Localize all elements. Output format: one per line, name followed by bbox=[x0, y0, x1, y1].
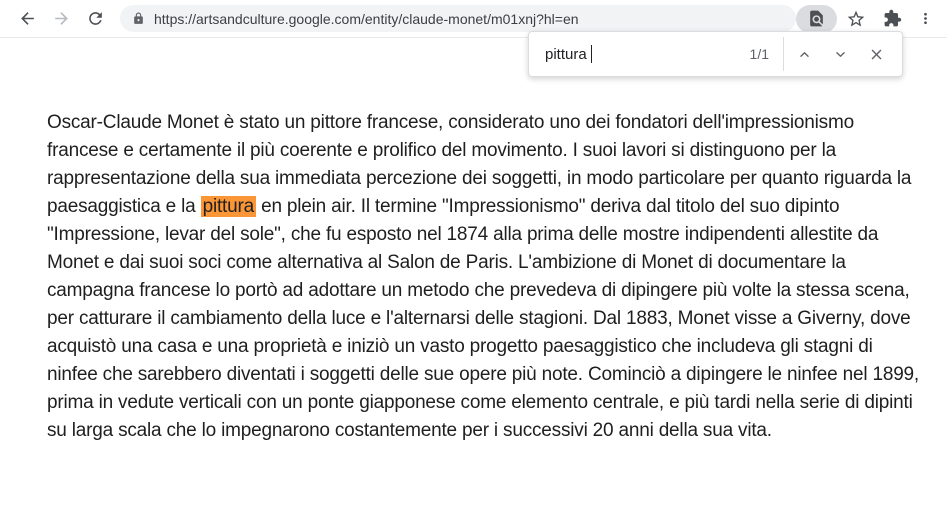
reload-icon bbox=[86, 9, 105, 28]
text-cursor bbox=[591, 45, 592, 63]
paragraph-text-before: Oscar-Claude Monet è stato un pittore francese, considerato uno dei fondatori dell'impressionismo francese e certamente il più coerente e prolifico del movimento. I suoi lavori si distinguono per la rappresentazione della sua immediata percezione dei soggetti, in modo particolare per quanto riguarda la paesaggistica e la bbox=[47, 112, 912, 217]
browser-menu-button[interactable] bbox=[911, 2, 939, 36]
back-button[interactable] bbox=[10, 2, 44, 36]
find-bar-divider bbox=[783, 37, 784, 71]
find-next-button[interactable] bbox=[822, 36, 858, 72]
search-highlight: pittura bbox=[202, 196, 255, 217]
article-paragraph bbox=[47, 109, 922, 445]
forward-button[interactable] bbox=[44, 2, 78, 36]
lock-icon bbox=[132, 12, 145, 25]
puzzle-icon bbox=[883, 9, 902, 28]
chevron-down-icon bbox=[832, 46, 849, 63]
chevron-up-icon bbox=[796, 46, 813, 63]
star-icon bbox=[846, 9, 866, 29]
find-query-text: pittura bbox=[545, 45, 587, 63]
reload-button[interactable] bbox=[78, 2, 112, 36]
url-text: https://artsandculture.google.com/entity/claude-monet/m01xnj?hl=en bbox=[154, 10, 579, 27]
find-in-page-icon bbox=[807, 9, 826, 28]
back-arrow-icon bbox=[18, 9, 37, 28]
paragraph-text-after: en plein air. Il termine "Impressionismo" deriva dal titolo del suo dipinto "Impressione, levar del sole", che fu esposto nel 1874 alla prima delle mostre indipendenti allestite da Monet e dai suoi soci come alternativa al Salon de Paris. L'ambizione di Monet di documentare la campagna francese lo portò ad adottare un metodo che prevedeva di dipingere più volte la stessa scena, per catturare il cambiamento della luce e l'alternarsi delle stagioni. Dal 1883, Monet visse a Giverny, dove acquistò una casa e una proprietà e iniziò un vasto progetto paesaggistico che includeva gli stagni di ninfee che sarebbero diventati i soggetti delle sue opere più note. Cominciò a dipingere le ninfee nel 1899, prima in vedute verticali con un ponte giapponese come elemento centrale, e più tardi nella serie di dipinti su larga scala che lo impegnarono costantemente per i successivi 20 anni della sua vita. bbox=[47, 196, 920, 441]
find-in-page-button[interactable] bbox=[796, 5, 837, 33]
find-input[interactable] bbox=[545, 32, 750, 76]
find-match-count: 1/1 bbox=[749, 46, 769, 62]
three-dots-icon bbox=[917, 10, 934, 27]
find-previous-button[interactable] bbox=[786, 36, 822, 72]
find-bar bbox=[528, 31, 903, 77]
address-bar[interactable] bbox=[120, 5, 796, 32]
find-close-button[interactable] bbox=[858, 36, 894, 72]
close-icon bbox=[868, 46, 885, 63]
forward-arrow-icon bbox=[52, 9, 71, 28]
